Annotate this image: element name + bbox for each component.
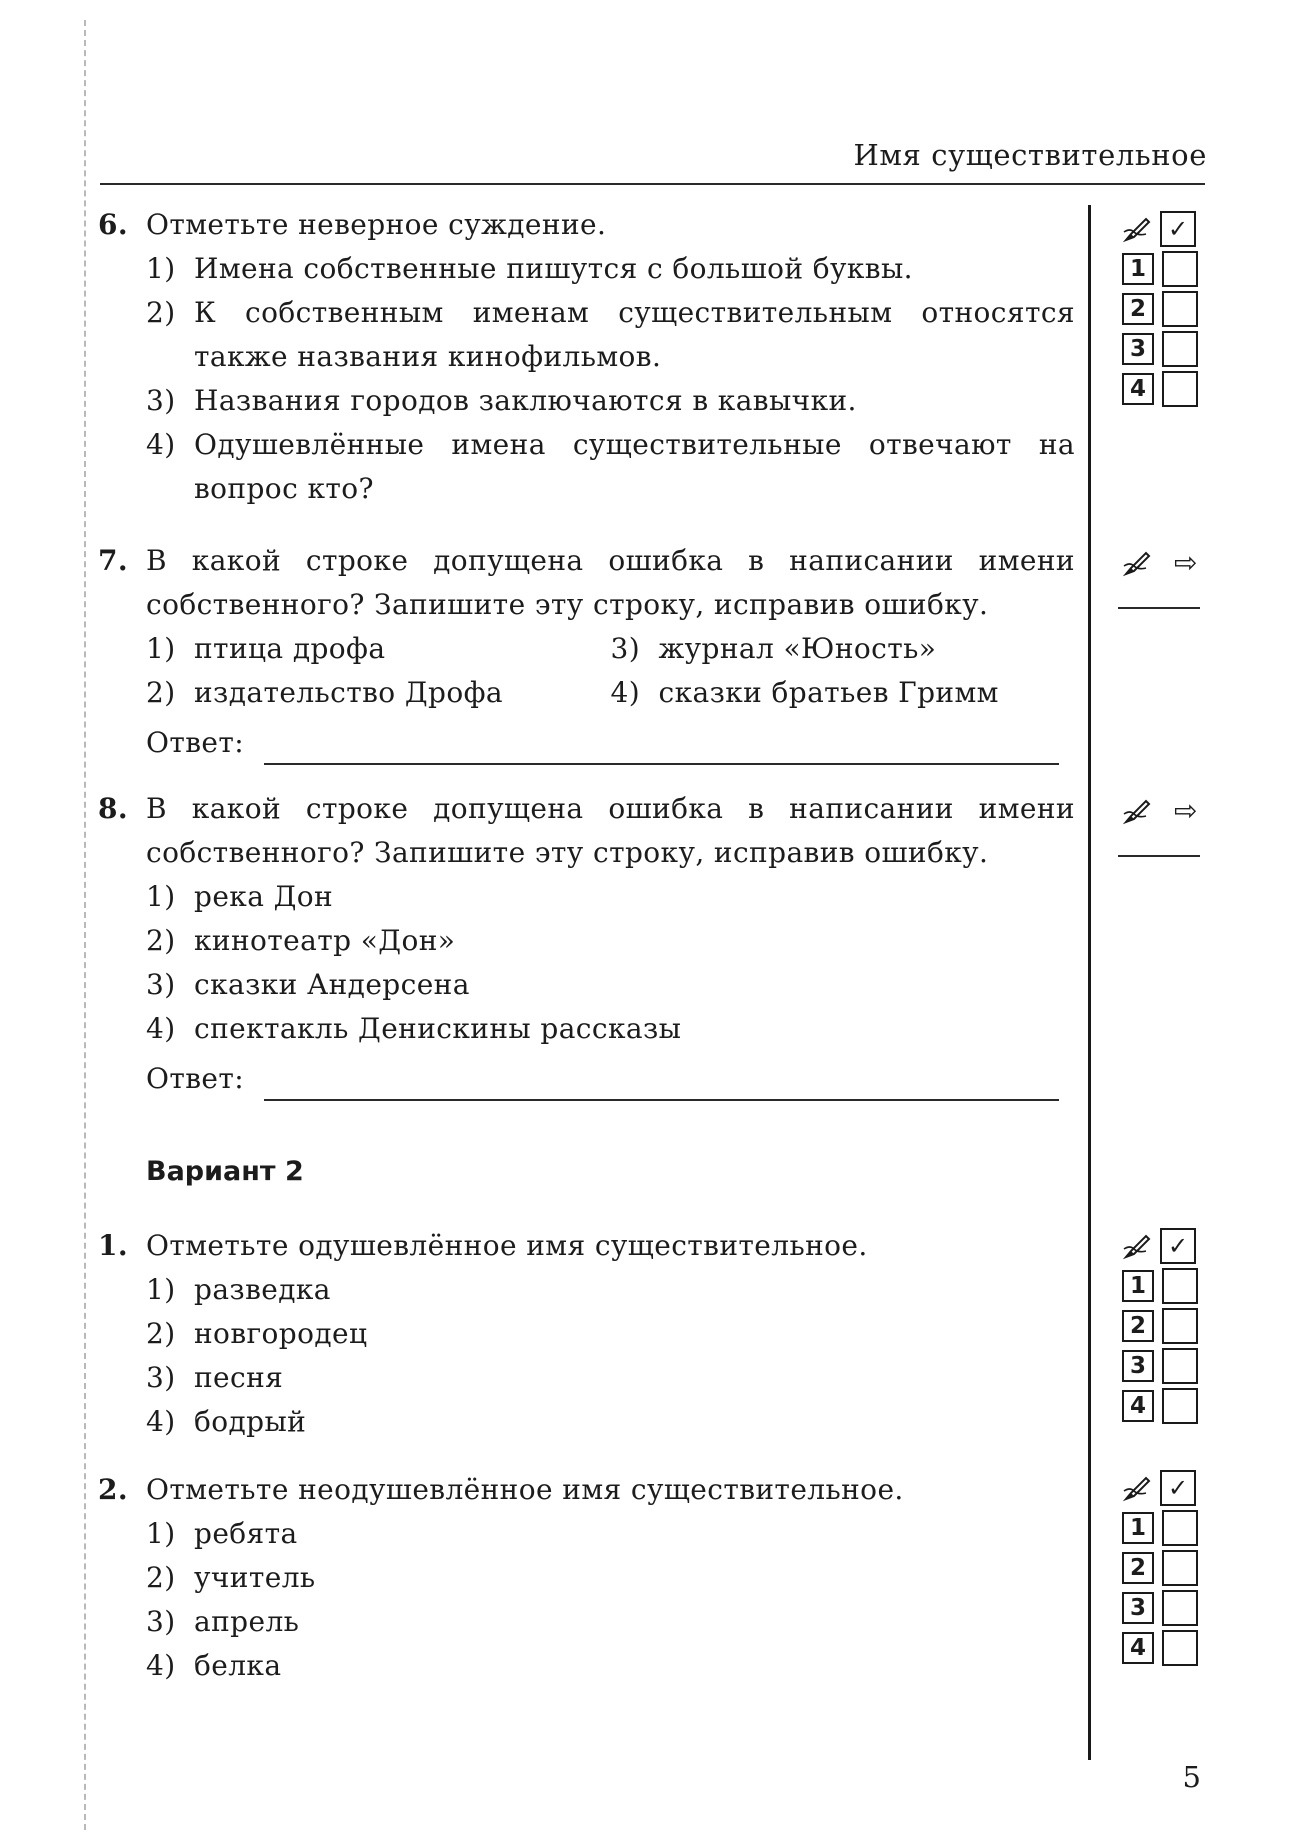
option-number: 3) — [146, 968, 176, 1001]
box-number: 2 — [1122, 1310, 1154, 1342]
pen-icon — [1122, 796, 1152, 826]
option-number: 4) — [146, 1649, 176, 1682]
option — [146, 1400, 1075, 1444]
question-text: В какой строке допущена ошибка в написании имени собственного? Запишите эту строку, исправив ошибку. — [146, 792, 1075, 869]
question-v2-2 — [98, 1468, 1075, 1688]
answer-row — [146, 1057, 1075, 1101]
option-number: 3) — [146, 1605, 176, 1638]
box-number: 2 — [1122, 1552, 1154, 1584]
answer-row — [146, 721, 1075, 765]
option — [146, 1556, 1075, 1600]
arrow-right-icon: ⇨ — [1174, 794, 1198, 827]
option-number: 2) — [146, 924, 176, 957]
option-number: 2) — [146, 1561, 176, 1594]
question-number: 7. — [98, 544, 129, 577]
question-8 — [98, 787, 1075, 1101]
question-v2-1 — [98, 1224, 1075, 1444]
choice-marks-q6 — [1118, 209, 1208, 409]
option — [146, 1356, 1075, 1400]
option — [146, 1007, 1075, 1051]
mark-line — [1118, 855, 1200, 857]
option — [611, 671, 1076, 715]
box-number: 4 — [1122, 1390, 1154, 1422]
option-number: 1) — [146, 632, 176, 665]
option-text: сказки Андерсена — [194, 968, 470, 1001]
option-number: 4) — [146, 1405, 176, 1438]
option-number: 1) — [146, 880, 176, 913]
box-number: 4 — [1122, 373, 1154, 405]
option-text: белка — [194, 1649, 282, 1682]
option-number: 2) — [146, 1317, 176, 1350]
question-7 — [98, 539, 1075, 765]
option-text: новгородец — [194, 1317, 368, 1350]
option-number: 4) — [610, 676, 641, 709]
option — [146, 379, 1075, 423]
box-number: 4 — [1122, 1632, 1154, 1664]
question-number: 2. — [98, 1473, 129, 1506]
option-number: 4) — [146, 1012, 176, 1045]
answer-checkbox[interactable] — [1162, 1550, 1198, 1586]
option-text: издательство Дрофа — [194, 676, 504, 709]
cut-line — [84, 20, 86, 1830]
option-text: апрель — [194, 1605, 300, 1638]
check-icon: ✓ — [1160, 1228, 1196, 1264]
choice-marks-v2-q1 — [1118, 1226, 1208, 1426]
running-head: Имя существительное — [853, 138, 1207, 172]
answer-checkbox[interactable] — [1162, 371, 1198, 407]
box-number: 3 — [1122, 1592, 1154, 1624]
answer-line[interactable] — [264, 1069, 1059, 1101]
check-icon: ✓ — [1160, 211, 1196, 247]
question-text: Отметьте неодушевлённое имя существительное. — [146, 1473, 904, 1506]
page-number: 5 — [1182, 1760, 1201, 1794]
question-text: Отметьте одушевлённое имя существительное. — [146, 1229, 868, 1262]
option-text: разведка — [194, 1273, 331, 1306]
answer-checkbox[interactable] — [1162, 291, 1198, 327]
option-text: ребята — [194, 1517, 298, 1550]
box-number: 3 — [1122, 333, 1154, 365]
answer-checkbox[interactable] — [1162, 1630, 1198, 1666]
write-mark-q8 — [1118, 791, 1208, 857]
option — [146, 1644, 1075, 1688]
box-number: 1 — [1122, 253, 1154, 285]
answer-label: Ответ: — [146, 726, 245, 759]
answer-checkbox[interactable] — [1162, 1590, 1198, 1626]
option-number: 3) — [610, 632, 641, 665]
option-text: бодрый — [194, 1405, 307, 1438]
answer-checkbox[interactable] — [1162, 1510, 1198, 1546]
option-number: 1) — [146, 1517, 176, 1550]
option-number: 2) — [146, 296, 176, 329]
variant-title: Вариант 2 — [146, 1156, 304, 1187]
question-number: 6. — [98, 208, 129, 241]
option-text: песня — [194, 1361, 284, 1394]
question-6 — [98, 203, 1075, 511]
option — [146, 627, 611, 671]
option — [146, 1312, 1075, 1356]
answer-checkbox[interactable] — [1162, 331, 1198, 367]
option-text: птица дрофа — [194, 632, 386, 665]
question-number: 1. — [98, 1229, 129, 1262]
option — [146, 247, 1075, 291]
option — [146, 423, 1075, 511]
choice-marks-v2-q2 — [1118, 1468, 1208, 1668]
option-text: сказки братьев Гримм — [658, 676, 999, 709]
write-mark-q7 — [1118, 543, 1208, 609]
header-rule — [100, 183, 1205, 185]
answer-checkbox[interactable] — [1162, 1388, 1198, 1424]
answer-checkbox[interactable] — [1162, 1308, 1198, 1344]
pen-icon — [1122, 1473, 1152, 1503]
option — [146, 291, 1075, 379]
answer-label: Ответ: — [146, 1062, 245, 1095]
option-text: река Дон — [194, 880, 334, 913]
mark-line — [1118, 607, 1200, 609]
option-text: кинотеатр «Дон» — [194, 924, 456, 957]
option — [146, 963, 1075, 1007]
box-number: 1 — [1122, 1270, 1154, 1302]
arrow-right-icon: ⇨ — [1174, 546, 1198, 579]
option-text: К собственным именам существительным относятся также названия кинофильмов. — [194, 296, 1075, 373]
option-text: Имена собственные пишутся с большой буквы. — [194, 252, 913, 285]
option — [611, 627, 1076, 671]
option — [146, 1600, 1075, 1644]
answer-checkbox[interactable] — [1162, 1268, 1198, 1304]
box-number: 2 — [1122, 293, 1154, 325]
check-icon: ✓ — [1160, 1470, 1196, 1506]
option — [146, 875, 1075, 919]
option-text: журнал «Юность» — [658, 632, 937, 665]
option-text: Одушевлённые имена существительные отвечают на вопрос кто? — [194, 428, 1075, 505]
answer-checkbox[interactable] — [1162, 251, 1198, 287]
option — [146, 1512, 1075, 1556]
option-number: 4) — [146, 428, 176, 461]
pen-icon — [1122, 1231, 1152, 1261]
pen-icon — [1122, 214, 1152, 244]
option-number: 1) — [146, 1273, 176, 1306]
option — [146, 1268, 1075, 1312]
option-number: 3) — [146, 384, 176, 417]
question-text: Отметьте неверное суждение. — [146, 208, 607, 241]
option-text: учитель — [194, 1561, 316, 1594]
option — [146, 671, 611, 715]
box-number: 3 — [1122, 1350, 1154, 1382]
answer-line[interactable] — [264, 733, 1059, 765]
options-grid — [146, 627, 1075, 715]
answer-checkbox[interactable] — [1162, 1348, 1198, 1384]
option-number: 2) — [146, 676, 176, 709]
option — [146, 919, 1075, 963]
question-number: 8. — [98, 792, 129, 825]
margin-rule — [1088, 205, 1091, 1760]
option-text: Названия городов заключаются в кавычки. — [194, 384, 857, 417]
question-text: В какой строке допущена ошибка в написании имени собственного? Запишите эту строку, исправив ошибку. — [146, 544, 1075, 621]
box-number: 1 — [1122, 1512, 1154, 1544]
option-text: спектакль Денискины рассказы — [194, 1012, 682, 1045]
option-number: 1) — [146, 252, 176, 285]
option-number: 3) — [146, 1361, 176, 1394]
pen-icon — [1122, 548, 1152, 578]
